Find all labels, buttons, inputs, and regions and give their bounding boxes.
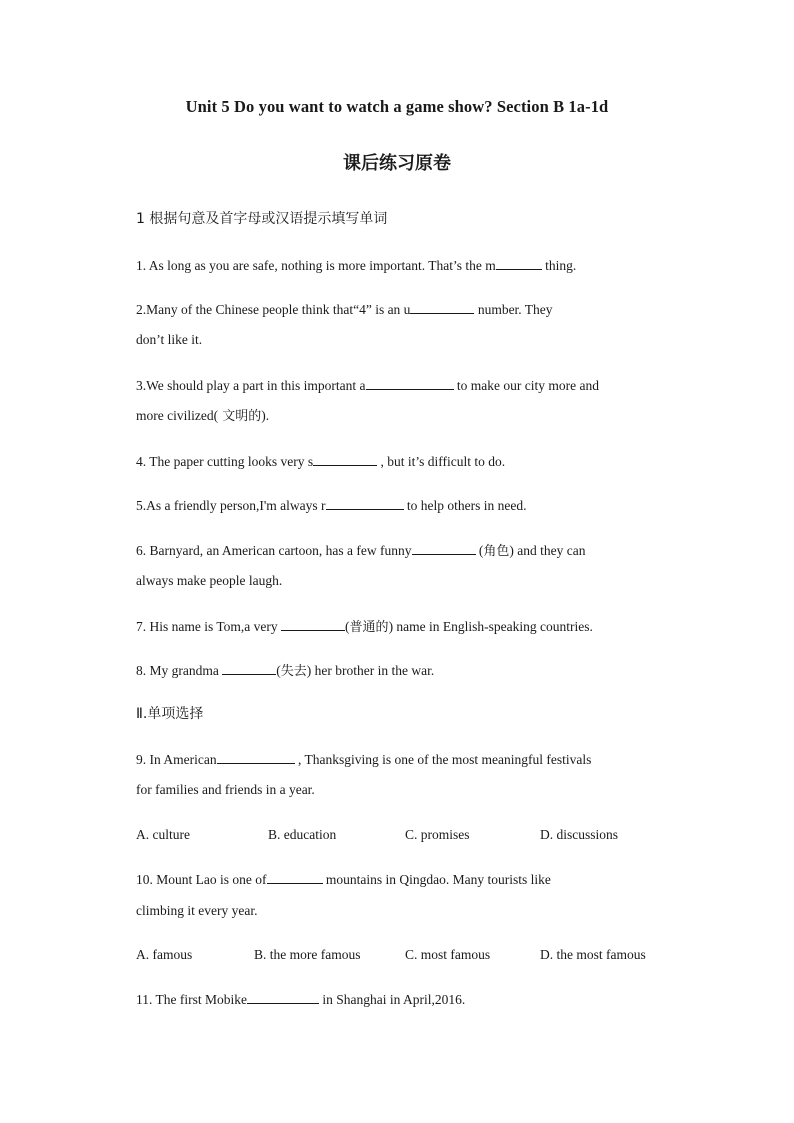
question-8-hint: 失去 xyxy=(280,664,307,679)
question-3-line-2 xyxy=(136,407,674,426)
question-3-hint: 文明的 xyxy=(218,409,262,424)
question-3-text-end: to make our city more and xyxy=(453,378,599,393)
question-10 xyxy=(136,870,674,889)
question-10-text: 10. Mount Lao is one of xyxy=(136,872,267,887)
question-7-text-end: ) name in English-speaking countries. xyxy=(388,619,593,634)
question-9-text-end: , Thanksgiving is one of the most meaningful festivals xyxy=(294,752,592,767)
question-9-text: 9. In American xyxy=(136,752,217,767)
question-3-line-2-text: more civilized( xyxy=(136,408,219,423)
answer-blank-7[interactable] xyxy=(281,617,345,631)
question-11 xyxy=(136,990,674,1009)
option-10-b[interactable]: B. the more famous xyxy=(254,947,361,962)
question-8-text-end: ) her brother in the war. xyxy=(306,663,435,678)
option-10-a[interactable]: A. famous xyxy=(136,947,193,962)
answer-blank-11[interactable] xyxy=(247,990,319,1004)
answer-blank-1[interactable] xyxy=(496,256,542,270)
answer-blank-8[interactable] xyxy=(222,661,276,675)
answer-blank-5[interactable] xyxy=(326,496,404,510)
option-9-b[interactable]: B. education xyxy=(268,827,337,842)
question-7-paren: ( xyxy=(345,619,350,634)
question-10-line-2: climbing it every year. xyxy=(136,903,258,918)
answer-blank-9[interactable] xyxy=(217,750,295,764)
question-3 xyxy=(136,376,674,395)
question-5-text-end: to help others in need. xyxy=(403,498,527,513)
option-9-c[interactable]: C. promises xyxy=(405,827,470,842)
question-3-text: 3.We should play a part in this important a xyxy=(136,378,366,393)
question-10-text-end: mountains in Qingdao. Many tourists like xyxy=(322,872,551,887)
question-11-text: 11. The first Mobike xyxy=(136,992,247,1007)
question-8 xyxy=(136,661,674,681)
question-8-paren: ( xyxy=(276,663,281,678)
answer-blank-4[interactable] xyxy=(313,452,377,466)
question-6-text-end: ) and they can xyxy=(509,543,586,558)
question-6-line-2: always make people laugh. xyxy=(136,573,283,588)
question-2-line-2: don’t like it. xyxy=(136,332,203,347)
question-6 xyxy=(136,541,674,561)
section-1-heading: 1 根据句意及首字母或汉语提示填写单词 xyxy=(136,211,388,227)
question-1-text-end: thing. xyxy=(541,258,577,273)
option-10-c[interactable]: C. most famous xyxy=(405,947,491,962)
answer-blank-2[interactable] xyxy=(410,300,474,314)
question-2 xyxy=(136,300,674,319)
question-2-text-end: number. They xyxy=(474,302,553,317)
question-5-text: 5.As a friendly person,I'm always r xyxy=(136,498,326,513)
option-10-d[interactable]: D. the most famous xyxy=(540,947,646,962)
question-7 xyxy=(136,617,674,637)
question-6-hint: 角色 xyxy=(483,544,510,559)
question-11-text-end: in Shanghai in April,2016. xyxy=(319,992,466,1007)
question-6-paren: ( xyxy=(475,543,484,558)
question-4-text: 4. The paper cutting looks very s xyxy=(136,454,314,469)
question-4 xyxy=(136,452,674,471)
question-4-text-end: , but it’s difficult to do. xyxy=(377,454,506,469)
question-6-text: 6. Barnyard, an American cartoon, has a few funny xyxy=(136,543,412,558)
question-3-line-2-end: ). xyxy=(261,408,270,423)
question-9 xyxy=(136,750,674,769)
answer-blank-3[interactable] xyxy=(366,376,454,390)
option-9-a[interactable]: A. culture xyxy=(136,827,190,842)
question-5 xyxy=(136,496,674,515)
question-1-text: 1. As long as you are safe, nothing is more important. That’s the m xyxy=(136,258,496,273)
section-2-heading: Ⅱ.单项选择 xyxy=(136,706,204,722)
answer-blank-10[interactable] xyxy=(267,870,323,884)
page-title: Unit 5 Do you want to watch a game show? Section B 1a-1d xyxy=(185,97,609,116)
question-8-text: 8. My grandma xyxy=(136,663,223,678)
question-9-line-2: for families and friends in a year. xyxy=(136,782,315,797)
page-subtitle: 课后练习原卷 xyxy=(343,153,451,174)
answer-blank-6[interactable] xyxy=(412,541,476,555)
question-7-text: 7. His name is Tom,a very xyxy=(136,619,282,634)
question-1 xyxy=(136,256,674,275)
question-2-text: 2.Many of the Chinese people think that“4” is an u xyxy=(136,302,411,317)
question-7-hint: 普通的 xyxy=(349,620,389,635)
option-9-d[interactable]: D. discussions xyxy=(540,827,619,842)
